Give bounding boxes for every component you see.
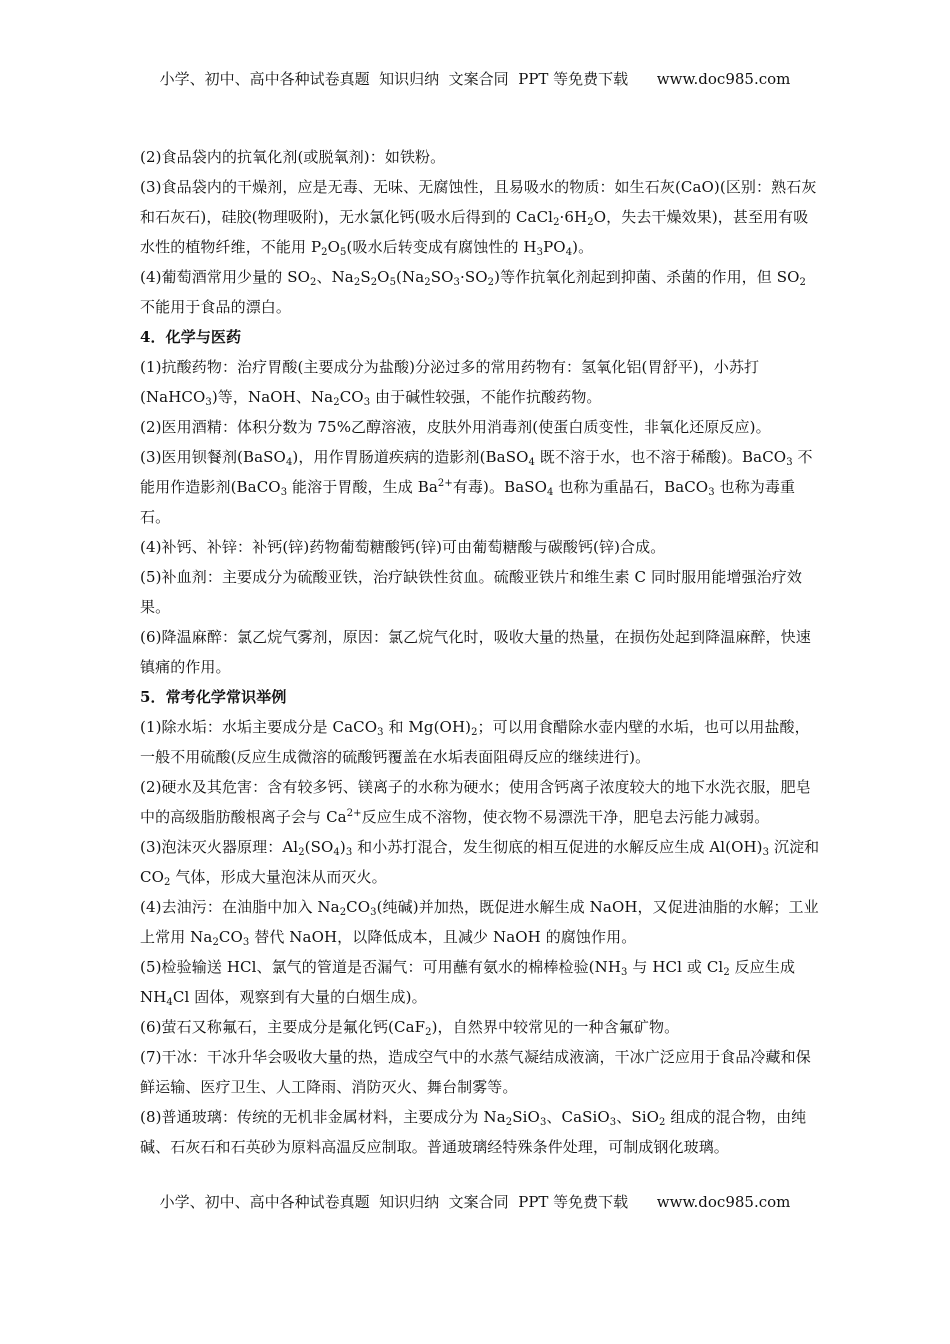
paragraph: (6)降温麻醉：氯乙烷气雾剂，原因：氯乙烷气化时，吸收大量的热量，在损伤处起到降温麻醉，快速镇痛的作用。 [140,628,811,676]
page-footer: 小学、初中、高中各种试卷真题 知识归纳 文案合同 PPT 等免费下载 www.doc985.com [159,1193,791,1211]
section-heading: 5．常考化学常识举例 [140,688,287,706]
paragraph: (2)硬水及其危害：含有较多钙、镁离子的水称为硬水；使用含钙离子浓度较大的地下水洗衣服，肥皂中的高级脂肪酸根离子会与 $Ca^{2+}$反应生成不溶物，使衣物不易漂洗干净，肥皂去污能力减弱。 [140,778,811,826]
paragraph: (4)去油污：在油脂中加入 $Na_2CO_3$(纯碱)并加热，既促进水解生成 NaOH，又促进油脂的水解；工业上常用 $Na_2CO_3$ 替代 NaOH，以降低成本，且减少 NaOH 的腐蚀作用。 [140,898,819,948]
paragraph: (7)干冰：干冰升华会吸收大量的热，造成空气中的水蒸气凝结成液滴，干冰广泛应用于食品冷藏和保鲜运输、医疗卫生、人工降雨、消防灭火、舞台制雾等。 [140,1048,811,1096]
paragraph: (4)葡萄酒常用少量的 $SO_2$、$Na_2S_2O_5(Na_2SO_3\cdot SO_2)$等作抗氧化剂起到抑菌、杀菌的作用，但 $SO_2$ 不能用于食品的漂白。 [140,268,806,316]
paragraph: (2)医用酒精：体积分数为 75%乙醇溶液，皮肤外用消毒剂(使蛋白质变性，非氧化还原反应)。 [140,418,771,436]
paragraph: (2)食品袋内的抗氧化剂(或脱氧剂)：如铁粉。 [140,148,446,166]
paragraph: (8)普通玻璃：传统的无机非金属材料，主要成分为 $Na_2SiO_3$、CaSiO$_3$、SiO$_2$ 组成的混合物，由纯碱、石灰石和石英砂为原料高温反应制取。普通玻璃经特殊条件处理，可制成钢化玻璃。 [140,1108,807,1156]
page-header: 小学、初中、高中各种试卷真题 知识归纳 文案合同 PPT 等免费下载 www.doc985.com [159,70,791,88]
paragraph: (4)补钙、补锌：补钙(锌)药物葡萄糖酸钙(锌)可由葡萄糖酸与碳酸钙(锌)合成。 [140,538,666,556]
paragraph: (1)除水垢：水垢主要成分是 CaCO$_3$ 和 $Mg(OH)_2$；可以用食醋除水壶内壁的水垢，也可以用盐酸，一般不用硫酸(反应生成微溶的硫酸钙覆盖在水垢表面阻碍反应的继续进行)。 [140,718,810,766]
paragraph: (3)医用钡餐剂(BaSO$_4$)，用作胃肠道疾病的造影剂(BaSO$_4$ 既不溶于水，也不溶于稀酸)。BaCO$_3$ 不能用作造影剂(BaCO$_3$ 能溶于胃酸，生成 $Ba^{2+}$有毒)。BaSO$_4$ 也称为重晶石，BaCO$_3$ 也称为毒重石。 [140,448,813,526]
paragraph: (6)萤石又称氟石，主要成分是氟化钙(CaF$_2$)，自然界中较常见的一种含氟矿物。 [140,1018,680,1038]
paragraph: (3)泡沫灭火器原理：$Al_2(SO_4)_3$ 和小苏打混合，发生彻底的相互促进的水解反应生成 $Al(OH)_3$ 沉淀和 $CO_2$ 气体，形成大量泡沫从而灭火。 [140,838,820,888]
document-body [140,142,820,1162]
paragraph: (5)检验输送 HCl、氯气的管道是否漏气：可用蘸有氨水的棉棒检验($NH_3$ 与 HCl 或 $Cl_2$ 反应生成 $NH_4Cl$ 固体，观察到有大量的白烟生成)。 [140,958,796,1008]
paragraph: (1)抗酸药物：治疗胃酸(主要成分为盐酸)分泌过多的常用药物有：氢氧化铝(胃舒平)，小苏打(NaHCO$_3$)等，NaOH、$Na_2CO_3$ 由于碱性较强，不能作抗酸药物。 [140,358,760,408]
paragraph: (3)食品袋内的干燥剂，应是无毒、无味、无腐蚀性，且易吸水的物质：如生石灰(CaO)(区别：熟石灰和石灰石)，硅胶(物理吸附)，无水氯化钙(吸水后得到的 $CaCl_2\cdot 6H_2O$，失去干燥效果)，甚至用有吸水性的植物纤维，不能用 $P_2O_5$(吸水后转变成有腐蚀性的 $H_3PO_4$)。 [140,178,817,258]
paragraph: (5)补血剂：主要成分为硫酸亚铁，治疗缺铁性贫血。硫酸亚铁片和维生素 C 同时服用能增强治疗效果。 [140,568,802,616]
section-heading: 4．化学与医药 [140,328,242,346]
